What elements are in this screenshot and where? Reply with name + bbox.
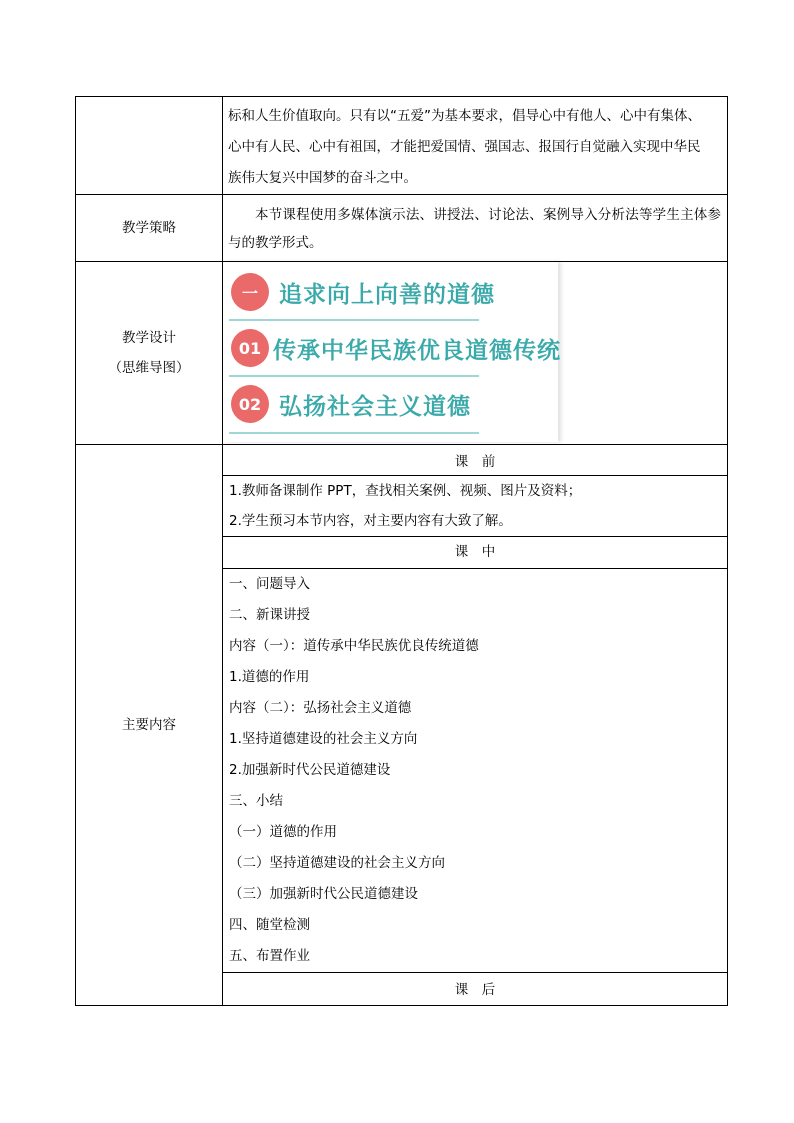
during-line-3: 内容（一）：道传承中华民族优良传统道德 — [229, 638, 479, 654]
strategy-text: 本节课程使用多媒体演示法、讲授法、讨论法、案例导入分析法等学生主体参与的教学形式。 — [228, 207, 721, 251]
during-line-10: （二）坚持道德建设的社会主义方向 — [229, 855, 445, 871]
main-content-cell — [223, 445, 728, 1006]
main-content-label: 主要内容 — [76, 445, 223, 1006]
after-class-heading: 课 后 — [454, 982, 496, 998]
during-class-heading: 课 中 — [454, 544, 496, 560]
design-row — [76, 262, 728, 445]
during-line-4: 1.道德的作用 — [229, 669, 310, 685]
during-line-13: 五、布置作业 — [229, 948, 310, 964]
strategy-row — [76, 195, 728, 262]
during-line-6: 1.坚持道德建设的社会主义方向 — [229, 731, 418, 747]
continuation-cell — [223, 97, 728, 195]
mind-map-divider-1 — [229, 319, 479, 321]
during-class-heading-section — [223, 537, 727, 569]
during-line-2: 二、新课讲授 — [229, 607, 310, 623]
mind-map-title-2: 传承中华民族优良道德传统 — [273, 337, 561, 364]
before-class-section — [223, 476, 727, 537]
badge-1: 一 — [231, 273, 269, 311]
continuation-line-2: 心中有人民、心中有祖国，才能把爱国情、强国志、报国行自觉融入实现中华民 — [228, 138, 701, 155]
empty-label-cell — [76, 97, 223, 195]
before-class-heading-section — [223, 445, 727, 476]
mind-map-item-2 — [231, 324, 561, 372]
during-line-12: 四、随堂检测 — [229, 917, 310, 933]
mind-map-image — [223, 262, 561, 442]
continuation-paragraph — [223, 98, 727, 194]
mind-map-item-3 — [231, 380, 471, 428]
strategy-label: 教学策略 — [76, 195, 223, 262]
mind-map-cell — [223, 262, 728, 445]
main-content-sections — [223, 445, 727, 1005]
design-label: 教学设计 — [122, 330, 176, 346]
during-class-section — [223, 569, 727, 973]
continuation-line-3: 族伟大复兴中国梦的奋斗之中。 — [228, 169, 417, 186]
badge-3: 02 — [231, 385, 269, 423]
mind-map — [223, 262, 727, 442]
mind-map-title-1: 追求向上向善的道德 — [279, 281, 495, 308]
during-line-11: （三）加强新时代公民道德建设 — [229, 886, 418, 902]
during-line-5: 内容（二）：弘扬社会主义道德 — [229, 700, 412, 716]
during-line-8: 三、小结 — [229, 793, 283, 809]
mind-map-title-3: 弘扬社会主义道德 — [279, 393, 471, 420]
during-line-9: （一）道德的作用 — [229, 824, 337, 840]
after-class-heading-section — [223, 973, 727, 1005]
lesson-plan-table — [75, 96, 728, 1006]
before-line-2: 2.学生预习本节内容，对主要内容有大致了解。 — [229, 513, 512, 529]
badge-2: 01 — [231, 329, 269, 367]
before-line-1: 1.教师备课制作 PPT，查找相关案例、视频、图片及资料； — [229, 483, 582, 499]
during-line-1: 一、问题导入 — [229, 576, 310, 592]
before-class-heading: 课 前 — [454, 454, 496, 470]
design-sublabel: （思维导图） — [108, 360, 190, 376]
mind-map-divider-3 — [229, 432, 479, 434]
continuation-line-1: 标和人生价值取向。只有以“五爱”为基本要求，倡导心中有他人、心中有集体、 — [228, 107, 701, 124]
during-line-7: 2.加强新时代公民道德建设 — [229, 762, 391, 778]
continuation-row — [76, 97, 728, 195]
mind-map-divider-2 — [229, 375, 479, 377]
mind-map-item-1 — [231, 268, 495, 316]
main-content-row — [76, 445, 728, 1006]
design-label-cell — [76, 262, 223, 445]
strategy-cell — [223, 195, 728, 262]
